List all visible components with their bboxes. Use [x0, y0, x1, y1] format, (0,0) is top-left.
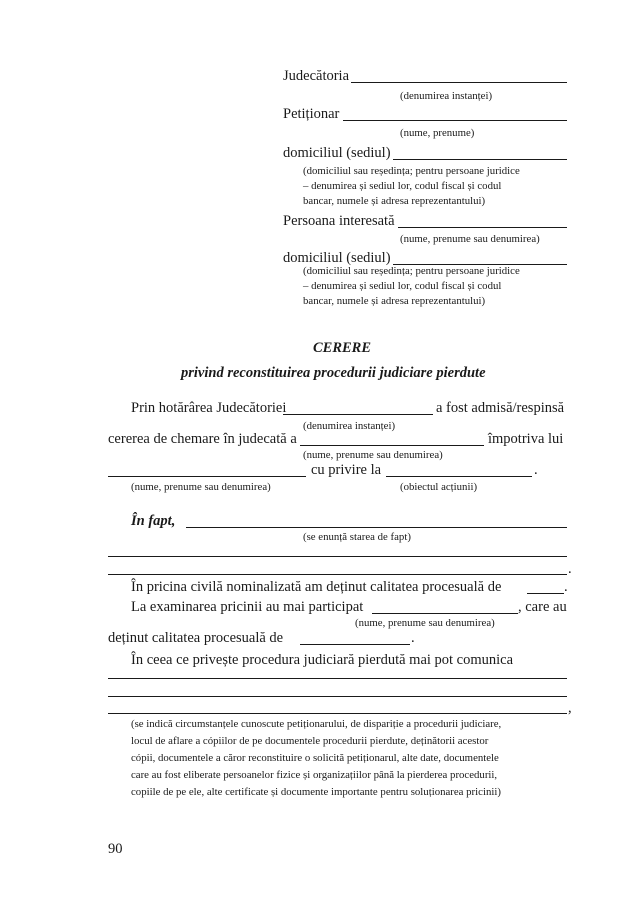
p3-hint-name: (nume, prenume sau denumirea) [131, 481, 271, 493]
facts-line-2[interactable] [108, 556, 567, 557]
interested-hint: (nume, prenume sau denumirea) [400, 233, 540, 245]
domicile-hint-2: – denumirea și sediul lor, codul fiscal și codul [303, 180, 502, 192]
p2-start: cererea de chemare în judecată a [108, 431, 297, 447]
p2-end: împotriva lui [488, 431, 564, 447]
domicile2-hint-3: bancar, numele și adresa reprezentantului) [303, 295, 486, 307]
lost-hint-2: locul de aflare a cópiilor de pe documentele procedurii pierdute, deținătorii acestor [131, 735, 489, 747]
lost-line-2[interactable] [108, 696, 567, 697]
participants-text: La examinarea pricinii au mai participat [131, 599, 364, 615]
facts-end: . [568, 561, 572, 577]
facts-line-1[interactable] [186, 527, 567, 528]
domicile2-label: domiciliul (sediul) [283, 250, 391, 266]
quality-line[interactable] [527, 593, 564, 594]
lost-hint-3: cópii, documentele a căror reconstituire o solicită petiționarul, alte date, documentele [131, 752, 499, 764]
lost-text: În ceea ce privește procedura judiciară pierdută mai pot comunica [131, 652, 514, 668]
court-label: Judecătoria [283, 68, 350, 84]
held-end: . [411, 630, 415, 646]
lost-hint-5: copiile de pe ele, alte certificate și documente importante pentru soluționarea pricinii) [131, 786, 501, 798]
quality-end: . [564, 579, 568, 595]
document-subtitle: privind reconstituirea procedurii judiciare pierdute [181, 365, 486, 381]
lost-line-3[interactable] [108, 713, 567, 714]
lost-hint-4: care au fost eliberate persoanelor fizice și organizațiilor până la pierderea procedurii, [131, 769, 498, 781]
p3-object-line[interactable] [386, 476, 532, 477]
p3-end: . [534, 462, 538, 478]
domicile-line[interactable] [393, 159, 567, 160]
document-title: CERERE [313, 340, 372, 356]
domicile-hint-1: (domiciliul sau reședința; pentru persoane juridice [303, 165, 520, 177]
page-number: 90 [108, 841, 123, 857]
lost-end: , [568, 700, 572, 716]
p1-hint: (denumirea instanței) [303, 420, 396, 432]
p1-start: Prin hotărârea Judecătoriei [131, 400, 287, 416]
p2-name-line[interactable] [300, 445, 484, 446]
lost-hint-1: (se indică circumstanțele cunoscute petiționarului, de dispariție a procedurii judiciare, [131, 718, 502, 730]
court-hint: (denumirea instanței) [400, 90, 493, 102]
domicile-hint-3: bancar, numele și adresa reprezentantului) [303, 195, 486, 207]
participants-end: , care au [518, 599, 567, 615]
facts-hint: (se enunță starea de fapt) [303, 531, 411, 543]
p2-hint: (nume, prenume sau denumirea) [303, 449, 443, 461]
petitioner-label: Petiționar [283, 106, 340, 122]
participants-hint: (nume, prenume sau denumirea) [355, 617, 495, 629]
court-line[interactable] [351, 82, 567, 83]
facts-line-3[interactable] [108, 574, 567, 575]
quality-text: În pricina civilă nominalizată am deținut calitatea procesuală de [131, 579, 502, 595]
p3-hint-object: (obiectul acțiunii) [400, 481, 478, 493]
facts-label: În fapt, [131, 513, 176, 529]
domicile-label: domiciliul (sediul) [283, 145, 391, 161]
petitioner-line[interactable] [343, 120, 567, 121]
petitioner-hint: (nume, prenume) [400, 127, 475, 139]
held-text: deținut calitatea procesuală de [108, 630, 284, 646]
interested-line[interactable] [398, 227, 567, 228]
held-line[interactable] [300, 644, 410, 645]
participants-line[interactable] [372, 613, 518, 614]
domicile2-hint-2: – denumirea și sediul lor, codul fiscal și codul [303, 280, 502, 292]
p3-mid: cu privire la [311, 462, 382, 478]
interested-label: Persoana interesată [283, 213, 395, 229]
domicile2-hint-1: (domiciliul sau reședința; pentru persoane juridice [303, 265, 520, 277]
lost-line-1[interactable] [108, 678, 567, 679]
p3-name-line[interactable] [108, 476, 306, 477]
p1-court-line[interactable] [283, 414, 433, 415]
p1-end: a fost admisă/respinsă [436, 400, 565, 416]
